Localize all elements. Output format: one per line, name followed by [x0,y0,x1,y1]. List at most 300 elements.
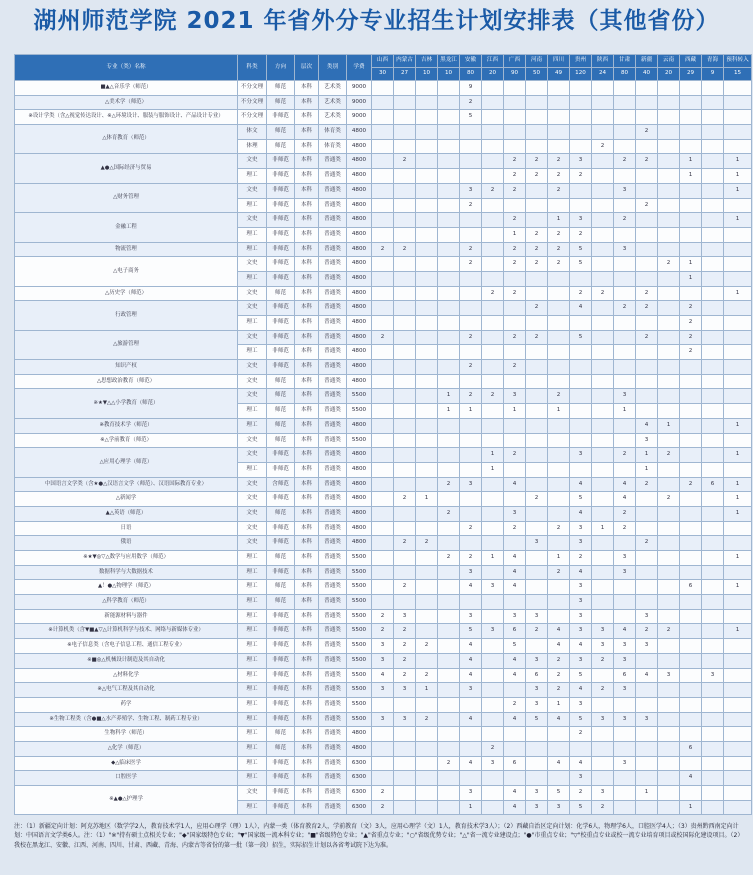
cell-count [416,301,438,316]
cell-count: 2 [372,786,394,801]
cell-count [416,741,438,756]
header-province: 河南 [526,55,548,68]
cell-count: 3 [482,580,504,595]
cell-count [372,374,394,389]
cell-level: 本科 [295,404,319,419]
cell-count: 2 [504,154,526,169]
cell-subject: 理工 [238,639,267,654]
cell-count: 2 [394,668,416,683]
cell-count [680,448,702,463]
cell-count: 4 [504,580,526,595]
cell-count [680,213,702,228]
cell-count [526,580,548,595]
cell-count: 3 [614,551,636,566]
cell-count [416,374,438,389]
cell-count [416,477,438,492]
cell-count [724,360,752,375]
cell-count: 5 [460,624,482,639]
cell-count [658,477,680,492]
cell-fee: 4800 [347,492,372,507]
cell-count [658,125,680,140]
cell-count [548,580,570,595]
cell-kind: 师范 [267,418,295,433]
cell-count: 2 [460,95,482,110]
cell-count [614,609,636,624]
cell-count [658,183,680,198]
cell-count [482,771,504,786]
cell-count [724,242,752,257]
cell-kind: 非师范 [267,242,295,257]
cell-count [592,110,614,125]
cell-count [592,448,614,463]
cell-count [394,697,416,712]
cell-count: 2 [460,521,482,536]
cell-count [658,536,680,551]
cell-count: 2 [570,551,592,566]
cell-count [460,727,482,742]
cell-count [702,330,724,345]
cell-count [658,227,680,242]
cell-subject: 文史 [238,786,267,801]
cell-subject: 文史 [238,257,267,272]
cell-count [438,154,460,169]
cell-fee: 4800 [347,227,372,242]
cell-count [702,536,724,551]
cell-level: 本科 [295,286,319,301]
cell-count [614,800,636,815]
cell-subject: 文史 [238,360,267,375]
cell-count [526,448,548,463]
cell-count [636,316,658,331]
cell-count: 4 [614,624,636,639]
cell-count [592,257,614,272]
cell-count [724,345,752,360]
cell-count [482,433,504,448]
cell-count [724,756,752,771]
cell-count: 1 [724,154,752,169]
cell-count: 2 [372,624,394,639]
cell-count [460,462,482,477]
cell-count [372,521,394,536]
cell-count: 4 [372,668,394,683]
cell-count [702,580,724,595]
cell-count [702,595,724,610]
cell-count [438,301,460,316]
cell-count [394,227,416,242]
cell-count: 2 [526,624,548,639]
cell-count: 2 [504,521,526,536]
cell-count [636,374,658,389]
cell-fee: 5500 [347,697,372,712]
major-name: 金融工程 [15,213,238,242]
cell-count: 3 [702,668,724,683]
cell-count: 3 [526,800,548,815]
cell-count: 4 [680,771,702,786]
cell-count [592,756,614,771]
major-name: 物流管理 [15,242,238,257]
cell-count [438,271,460,286]
cell-count: 5 [504,639,526,654]
cell-fee: 5500 [347,683,372,698]
cell-count [394,169,416,184]
cell-count [372,492,394,507]
cell-count: 2 [438,551,460,566]
cell-count: 2 [504,257,526,272]
cell-count [636,492,658,507]
cell-count [614,330,636,345]
cell-fee: 5500 [347,404,372,419]
cell-count [614,198,636,213]
cell-fee: 4800 [347,286,372,301]
cell-count [438,639,460,654]
cell-count [482,169,504,184]
cell-count: 2 [614,301,636,316]
cell-count: 2 [394,536,416,551]
cell-count [460,139,482,154]
cell-count [592,345,614,360]
cell-count [482,727,504,742]
cell-kind: 非师范 [267,183,295,198]
cell-fee: 9000 [347,81,372,96]
cell-count [438,653,460,668]
cell-level: 本科 [295,492,319,507]
cell-count [460,433,482,448]
cell-count [658,580,680,595]
cell-subject: 理工 [238,727,267,742]
cell-kind: 非师范 [267,521,295,536]
cell-count [460,271,482,286]
header-province-total: 10 [438,68,460,81]
cell-count [570,389,592,404]
cell-count [724,639,752,654]
cell-category: 普通类 [319,301,347,316]
cell-count [592,609,614,624]
cell-count: 5 [570,492,592,507]
cell-count [592,565,614,580]
cell-count [504,139,526,154]
cell-count [372,316,394,331]
header-province: 四川 [548,55,570,68]
cell-count: 2 [460,242,482,257]
cell-count: 3 [460,609,482,624]
cell-count [372,536,394,551]
cell-count [592,433,614,448]
cell-fee: 6300 [347,756,372,771]
cell-level: 本科 [295,213,319,228]
cell-count [702,95,724,110]
cell-count: 2 [614,448,636,463]
cell-count [724,330,752,345]
cell-count [548,506,570,521]
cell-count: 3 [592,624,614,639]
cell-count [460,741,482,756]
table-row [15,639,752,654]
cell-category: 普通类 [319,360,347,375]
cell-category: 普通类 [319,506,347,521]
cell-count [504,595,526,610]
cell-count [372,301,394,316]
cell-count [614,462,636,477]
cell-fee: 4800 [347,506,372,521]
cell-count [482,360,504,375]
cell-subject: 理工 [238,653,267,668]
cell-count: 3 [394,609,416,624]
cell-count [504,462,526,477]
header-province-total: 20 [658,68,680,81]
cell-count [658,374,680,389]
cell-level: 本科 [295,683,319,698]
cell-kind: 非师范 [267,301,295,316]
cell-count: 5 [570,257,592,272]
cell-count: 3 [548,800,570,815]
header-province-total: 20 [482,68,504,81]
cell-count [394,565,416,580]
cell-count [416,551,438,566]
cell-kind: 师范 [267,727,295,742]
cell-fee: 5500 [347,565,372,580]
cell-category: 普通类 [319,418,347,433]
cell-count [680,183,702,198]
cell-category: 普通类 [319,595,347,610]
cell-count [592,771,614,786]
cell-count [372,81,394,96]
cell-count: 2 [482,741,504,756]
cell-count: 2 [548,257,570,272]
cell-count [658,154,680,169]
cell-level: 本科 [295,639,319,654]
cell-count: 2 [372,330,394,345]
table-row [15,786,752,801]
cell-kind: 师范 [267,374,295,389]
cell-level: 本科 [295,301,319,316]
cell-category: 艺术类 [319,81,347,96]
cell-category: 普通类 [319,257,347,272]
cell-count: 3 [570,595,592,610]
cell-count: 5 [526,712,548,727]
cell-count: 4 [548,624,570,639]
cell-count [438,110,460,125]
cell-count [438,565,460,580]
header-province-total: 50 [526,68,548,81]
cell-count: 1 [724,551,752,566]
cell-count: 3 [504,506,526,521]
cell-count [394,257,416,272]
cell-count: 4 [504,712,526,727]
cell-category: 普通类 [319,580,347,595]
cell-count [548,433,570,448]
cell-count [504,125,526,140]
cell-count [526,477,548,492]
cell-count [438,360,460,375]
cell-count [504,95,526,110]
cell-count [416,609,438,624]
cell-count [548,330,570,345]
cell-count: 2 [548,565,570,580]
cell-subject: 文史 [238,448,267,463]
cell-count [724,462,752,477]
major-name: ※电子信息类（含电子信息工程、通信工程专业） [15,639,238,654]
cell-count [636,257,658,272]
cell-subject: 理工 [238,316,267,331]
cell-fee: 5500 [347,551,372,566]
cell-fee: 9000 [347,110,372,125]
cell-count [482,198,504,213]
cell-count [482,374,504,389]
cell-count [724,565,752,580]
major-name: △历史学（师范） [15,286,238,301]
cell-kind: 非师范 [267,786,295,801]
cell-count: 3 [460,683,482,698]
cell-level: 本科 [295,316,319,331]
cell-count [438,741,460,756]
cell-fee: 4800 [347,418,372,433]
cell-level: 本科 [295,95,319,110]
cell-count [658,653,680,668]
cell-kind: 师范 [267,595,295,610]
cell-count [438,800,460,815]
header-fee: 学费 [347,55,372,81]
cell-subject: 文史 [238,213,267,228]
cell-count [526,756,548,771]
cell-fee: 4800 [347,536,372,551]
cell-level: 本科 [295,257,319,272]
cell-count [526,139,548,154]
cell-count [482,492,504,507]
cell-count [658,242,680,257]
cell-count [416,169,438,184]
cell-count [460,213,482,228]
cell-category: 普通类 [319,668,347,683]
cell-count [658,169,680,184]
cell-count [570,198,592,213]
cell-count: 4 [570,756,592,771]
cell-count [416,565,438,580]
cell-count [636,741,658,756]
table-row [15,448,752,463]
cell-count [394,95,416,110]
cell-count [460,169,482,184]
header-province: 预科转入 [724,55,752,68]
cell-count [460,301,482,316]
cell-count: 5 [570,330,592,345]
cell-count [680,242,702,257]
table-row [15,330,752,345]
cell-count [658,551,680,566]
cell-count: 3 [460,183,482,198]
cell-fee: 4800 [347,345,372,360]
cell-count [702,301,724,316]
cell-count [636,139,658,154]
cell-count [636,242,658,257]
cell-count [636,81,658,96]
cell-count [680,727,702,742]
cell-count [724,316,752,331]
cell-count [592,81,614,96]
cell-count [592,95,614,110]
header-province: 黑龙江 [438,55,460,68]
header-province: 内蒙古 [394,55,416,68]
table-row [15,213,752,228]
cell-count [614,741,636,756]
cell-count: 2 [504,448,526,463]
cell-count [614,374,636,389]
cell-count [570,418,592,433]
cell-count [372,227,394,242]
cell-count [592,418,614,433]
cell-count [614,433,636,448]
cell-count: 2 [636,125,658,140]
cell-count [372,741,394,756]
cell-count [636,551,658,566]
cell-count [548,609,570,624]
cell-count: 3 [570,624,592,639]
cell-count [680,95,702,110]
cell-count [482,316,504,331]
cell-count [504,198,526,213]
cell-subject: 文史 [238,183,267,198]
cell-count [702,551,724,566]
cell-subject: 理工 [238,697,267,712]
cell-fee: 6300 [347,786,372,801]
cell-count: 3 [394,683,416,698]
cell-count [658,360,680,375]
cell-count [438,227,460,242]
cell-count: 1 [680,800,702,815]
cell-count: 2 [680,345,702,360]
cell-subject: 文史 [238,286,267,301]
cell-count: 3 [504,389,526,404]
cell-count [592,213,614,228]
cell-count: 2 [416,668,438,683]
cell-count [394,360,416,375]
cell-count [658,433,680,448]
cell-count [416,786,438,801]
cell-count: 2 [394,580,416,595]
cell-count [526,727,548,742]
cell-fee: 5500 [347,580,372,595]
cell-count [482,697,504,712]
cell-count [438,81,460,96]
cell-fee: 4800 [347,169,372,184]
header-province: 山西 [372,55,394,68]
cell-subject: 体理 [238,139,267,154]
cell-count: 3 [614,389,636,404]
cell-count: 3 [636,433,658,448]
cell-count [372,271,394,286]
cell-count [702,169,724,184]
cell-count [526,81,548,96]
cell-count [394,198,416,213]
cell-count [658,786,680,801]
cell-count [438,242,460,257]
cell-count [482,404,504,419]
cell-count [658,771,680,786]
major-name: ※教育技术学（师范） [15,418,238,433]
cell-level: 本科 [295,741,319,756]
cell-count: 2 [526,492,548,507]
cell-count [614,169,636,184]
cell-count [724,271,752,286]
major-name: △科学教育（师范） [15,595,238,610]
cell-kind: 师范 [267,404,295,419]
cell-level: 本科 [295,227,319,242]
cell-count [482,506,504,521]
cell-count: 3 [526,697,548,712]
cell-fee: 5500 [347,639,372,654]
cell-level: 本科 [295,580,319,595]
major-name: ※▲●△护理学 [15,786,238,815]
cell-count [592,595,614,610]
